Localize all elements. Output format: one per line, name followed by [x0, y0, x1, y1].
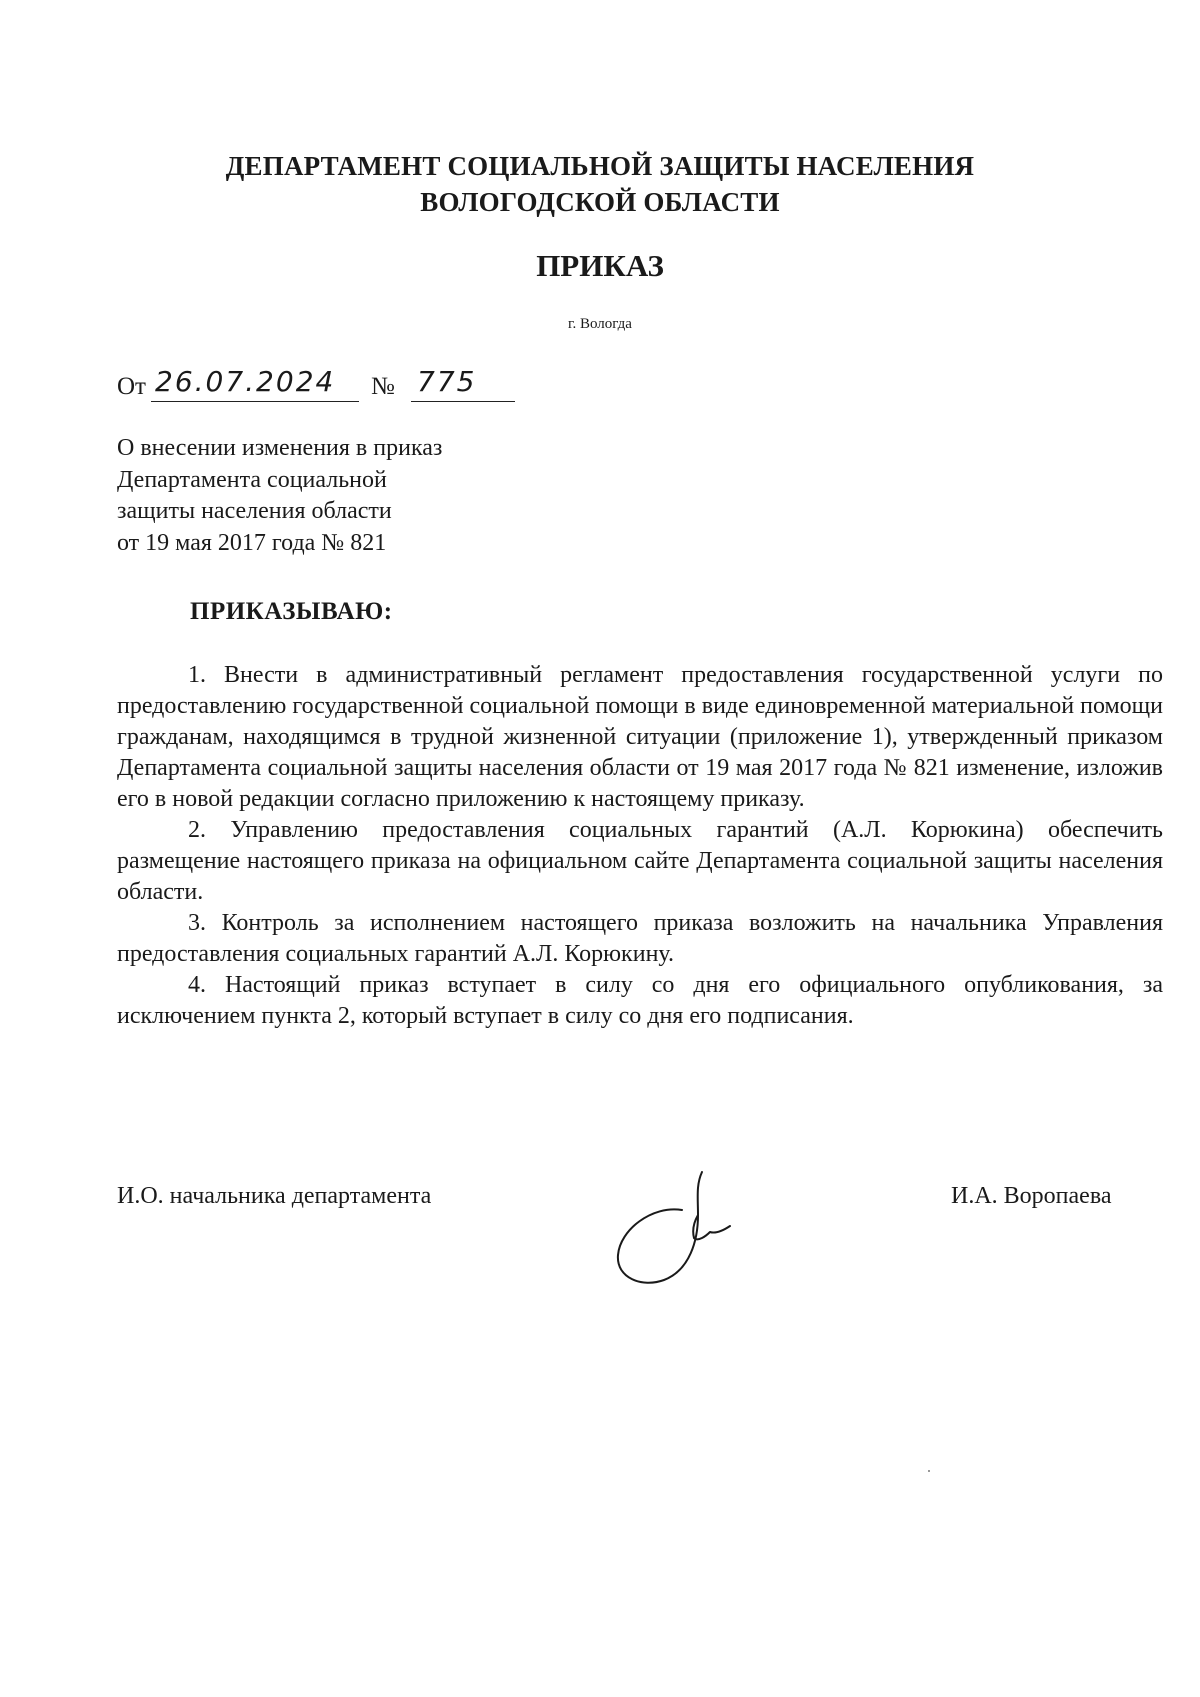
signatory-name: И.А. Воропаева	[951, 1183, 1112, 1209]
number-underline	[411, 401, 515, 402]
subject-line: Департамента социальной	[117, 466, 387, 493]
organization-name	[0, 148, 1200, 220]
handwritten-date: 26.07.2024	[155, 365, 336, 398]
order-paragraph: 4. Настоящий приказ вступает в силу со дня его официального опубликования, за исключением пункта 2, который вступает в силу со дня его подписания.	[117, 972, 1163, 1029]
order-body	[117, 660, 1163, 1032]
organization-name-line1: ДЕПАРТАМЕНТ СОЦИАЛЬНОЙ ЗАЩИТЫ НАСЕЛЕНИЯ	[225, 151, 975, 181]
order-paragraph: 3. Контроль за исполнением настоящего приказа возложить на начальника Управления предоставления социальных гарантий А.Л. Корюкину.	[117, 910, 1163, 967]
city: г. Вологда	[568, 316, 632, 332]
date-underline	[151, 401, 359, 402]
organization-name-line2: ВОЛОГОДСКОЙ ОБЛАСТИ	[420, 187, 780, 217]
order-paragraph: 1. Внести в административный регламент предоставления государственной услуги по предоставлению государственной социальной помощи в виде единовременной материальной помощи гражданам, находящимся в трудной жизненной ситуации (приложение 1), утвержденный приказом Департамента социальной защиты населения области от 19 мая 2017 года № 821 изменение, изложив его в новой редакции согласно приложению к настоящему приказу.	[117, 662, 1163, 812]
subject-line: защиты населения области	[117, 498, 392, 524]
handwritten-signature	[612, 1160, 772, 1290]
number-label: №	[371, 373, 395, 400]
order-word: ПРИКАЗЫВАЮ:	[190, 598, 393, 625]
subject-line: от 19 мая 2017 года № 821	[117, 529, 387, 556]
order-paragraph: 2. Управлению предоставления социальных гарантий (А.Л. Корюкина) обеспечить размещение настоящего приказа на официальном сайте Департамента социальной защиты населения области.	[117, 817, 1163, 905]
from-label: От	[117, 373, 146, 400]
date-number-line	[117, 365, 677, 407]
scan-speck	[928, 1470, 930, 1472]
signatory-role: И.О. начальника департамента	[117, 1183, 432, 1209]
handwritten-number: 775	[417, 365, 477, 398]
subject-line: О внесении изменения в приказ	[117, 435, 443, 461]
document-title: ПРИКАЗ	[536, 248, 664, 283]
subject-block	[117, 433, 442, 559]
